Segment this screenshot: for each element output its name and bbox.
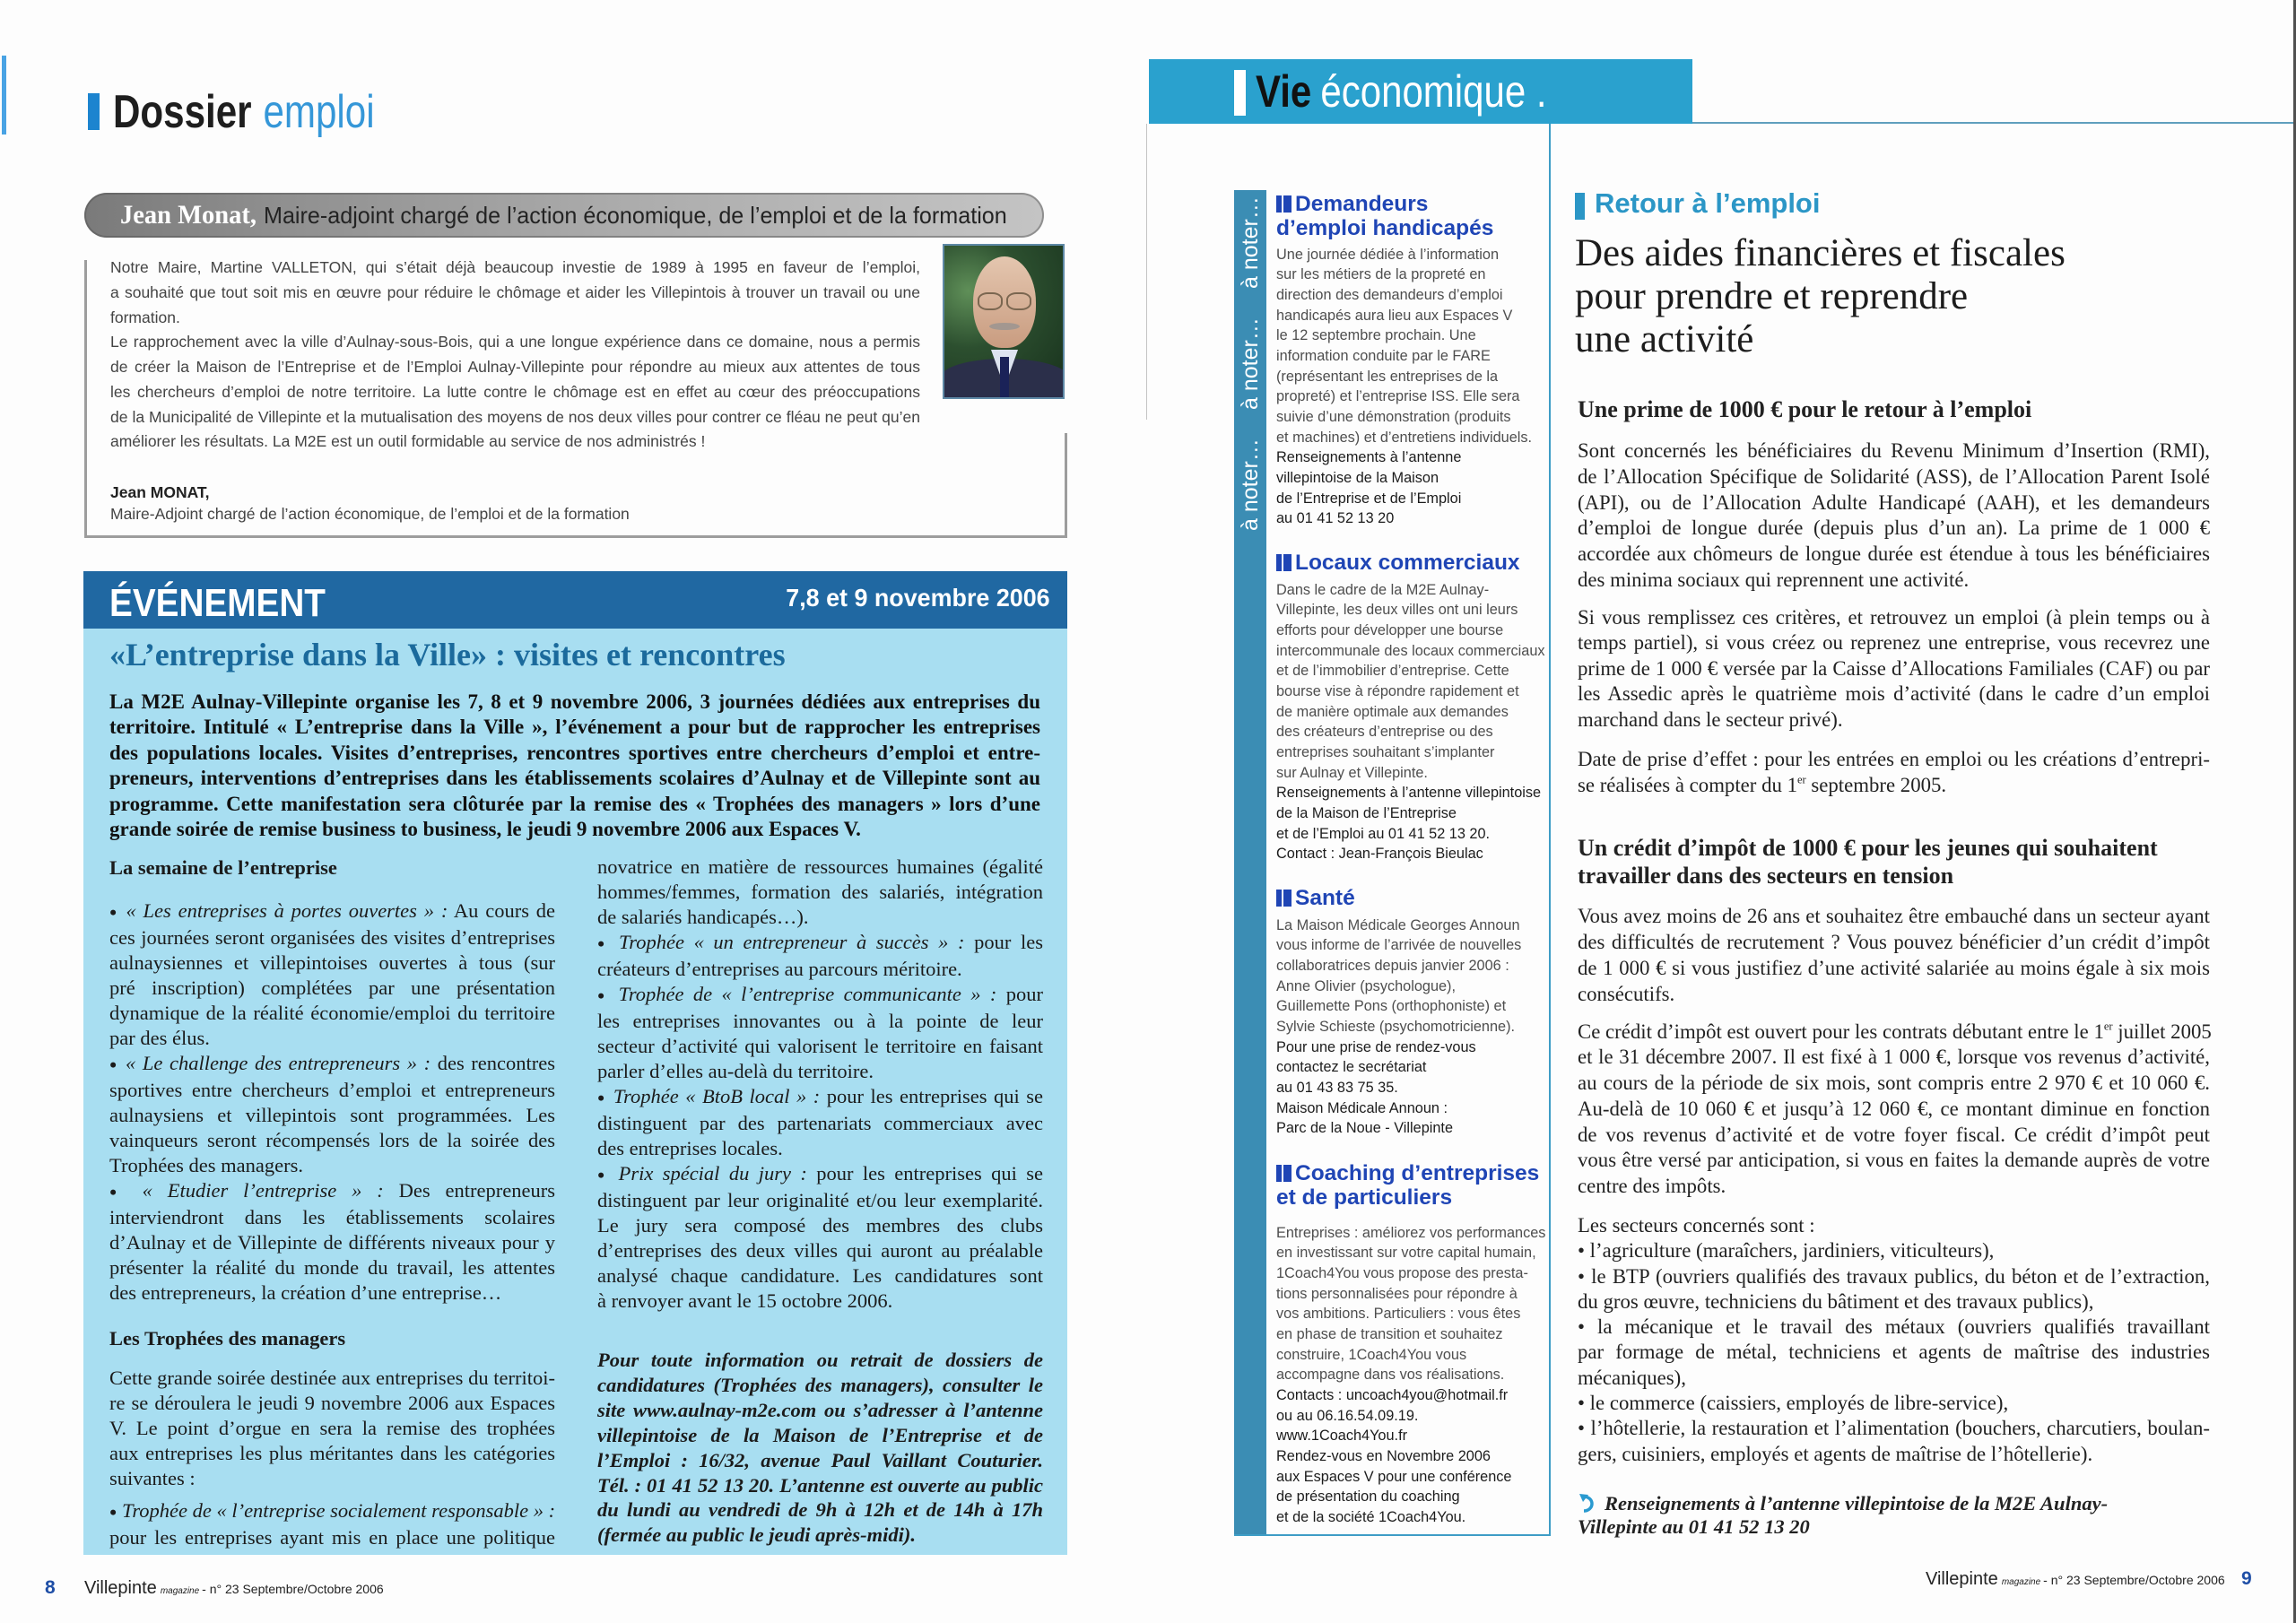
sidebar-item-contact <box>1276 1385 1545 1528</box>
vertical-label-text: à noter… <box>1238 317 1263 411</box>
text-run: pour les entreprises qui se <box>806 1161 1043 1185</box>
trophies-intro <box>109 1366 555 1491</box>
text-line: les chercheurs d’emploi de notre territoire. La lutte contre le chômage est en effet au cœur des préoccupations <box>110 382 920 401</box>
text-line: marchand dans le secteur privé). <box>1578 707 1843 731</box>
text-line: présenter la réalité du monde du travail, les attentes <box>109 1255 555 1279</box>
text-line: améliorer les résultats. La M2E est un outil formidable au service de nos administrés ! <box>110 432 706 451</box>
heading-text: Coaching d’entreprises <box>1295 1161 1540 1185</box>
signature-name: Jean MONAT, <box>110 483 210 501</box>
text-line: information conduite par le FARE <box>1276 347 1491 364</box>
text-line: l’Emploi : 16/32, avenue Paul Vaillant Couturier. <box>597 1448 1043 1471</box>
article-paragraph <box>1578 1020 2210 1201</box>
trophies-list <box>597 855 1043 1314</box>
text-line: centre des impôts. <box>1578 1175 1726 1198</box>
text-line: des créateurs d’entreprise ou des <box>1276 724 1493 741</box>
text-line: villepintoise de la Maison de l’Entreprise et de <box>597 1423 1043 1446</box>
text-line: 1Coach4You vous propose des presta- <box>1276 1265 1528 1281</box>
column-divider <box>1549 124 1551 1536</box>
text-line: (fermée au public le jeudi après-midi). <box>597 1523 916 1547</box>
editorial-box-border <box>1065 433 1067 538</box>
text-line: collaboratrices depuis janvier 2006 : <box>1276 958 1509 974</box>
text-line: www.1Coach4You.fr <box>1276 1428 1408 1445</box>
text-line: de 1 000 € si vous justifiez d’une activité salariée au moins égale à six mois <box>1578 957 2210 980</box>
text-line: le 12 septembre prochain. Une <box>1276 327 1476 344</box>
article-paragraph <box>1578 903 2210 1008</box>
superscript: er <box>2103 1020 2113 1033</box>
section-marker-icon <box>88 93 100 130</box>
sidebar-item-text <box>1276 916 1521 1139</box>
text-line: des minima sociaux qui reprennent une activité. <box>1578 568 1970 591</box>
text-line: analysé chaque candidature. Les candidatures sont <box>597 1263 1043 1287</box>
text-run: pour les <box>964 930 1043 953</box>
text-line: des entrepreneurs, la création d’une entreprise… <box>109 1280 502 1304</box>
page-footer <box>84 1577 384 1602</box>
curved-arrow-icon <box>1578 1492 1601 1514</box>
heading-line <box>1276 1161 1539 1185</box>
text-line: secteur d’activité qui valorisent le territoire en faisant <box>597 1035 1043 1057</box>
text-line: grande soirée de remise business to business, le jeudi 9 novembre 2006 aux Espaces V. <box>109 818 861 841</box>
text-line: parler d’elles au-delà du territoire. <box>597 1059 874 1082</box>
section-marker-icon <box>1234 70 1246 116</box>
text-run: juillet 2005 <box>2112 1020 2212 1043</box>
text-line: d’emploi de longue durée (depuis plus d’un an). La prime de 1 000 € <box>1578 516 2210 540</box>
text-line: Tél. : 01 41 52 13 20. L’antenne est ouverte au public <box>597 1473 1043 1497</box>
text-line: Dans le cadre de la M2E Aulnay- <box>1276 581 1490 598</box>
text-line: vos ambitions. Particuliers : vous êtes <box>1276 1306 1521 1323</box>
text-line <box>597 1084 1043 1111</box>
text-line: vainqueurs seront récompensés lors de la soirée des <box>109 1128 555 1151</box>
text-line: Sylvie Schieste (psychomotricienne). <box>1276 1018 1516 1035</box>
text-line: Au-delà de 10 060 € et jusqu’à 12 060 €, ce montant diminue en fonction <box>1578 1097 2210 1120</box>
text-line: consécutifs. <box>1578 983 1675 1006</box>
text-line: direction des demandeurs d’emploi <box>1276 287 1503 303</box>
text-line: travailler dans des secteurs en tension <box>1578 862 1954 889</box>
note-text: Renseignements à l’antenne villepintoise de la M2E Aulnay- <box>1605 1492 2109 1515</box>
text-line: Contacts : uncoach4you@hotmail.fr <box>1276 1386 1509 1403</box>
text-line: Trophées des managers. <box>109 1153 304 1176</box>
sidebar-item-body <box>1276 245 1532 448</box>
text-line: Les secteurs concernés sont : <box>1578 1214 1815 1237</box>
text-line <box>597 930 1043 957</box>
sidebar-heading <box>1276 1161 1539 1210</box>
sidebar-item-body <box>1276 1223 1545 1385</box>
text-line: du gros œuvre, techniciens du bâtiment et des travaux publics), <box>1578 1289 2094 1313</box>
text-line: de vos revenus d’activité et de votre foyer fiscal. Ce crédit d’impôt peut <box>1578 1123 2210 1146</box>
text-line: Une journée dédiée à l’information <box>1276 246 1499 263</box>
text-line: accordée aux chômeurs de longue durée est étendue à tous les bénéficiaires <box>1578 542 2210 566</box>
note-line <box>1578 1492 2108 1515</box>
text-line: Sont concernés les bénéficiaires du Revenu Minimum d’Insertion (RMI), <box>1578 439 2210 462</box>
text-line: créateurs d’entreprises au parcours méritoire. <box>597 957 962 980</box>
bullet-icon: ● <box>109 906 119 920</box>
text-line: accompagne dans vos réalisations. <box>1276 1367 1505 1384</box>
text-line: novatrice en matière de ressources humaines (égalité <box>597 855 1043 878</box>
bullet-icon: ● <box>109 1058 119 1072</box>
text-line <box>597 1161 1043 1188</box>
text-line: et de la société 1Coach4You. <box>1276 1508 1466 1525</box>
note-line <box>1578 1515 2108 1539</box>
sidebar-heading <box>1276 551 1520 575</box>
superscript: er <box>1796 773 1806 786</box>
sidebar-item-contact <box>1276 1037 1521 1139</box>
text-run: Ce crédit d’impôt est ouvert pour les contrats débutant entre le 1 <box>1578 1020 2104 1043</box>
issue-info: - n° 23 Septembre/Octobre 2006 <box>2043 1573 2225 1587</box>
banner-role: Maire-adjoint chargé de l’action économique, de l’emploi et de la formation <box>264 202 1007 229</box>
text-line: ces journées seront organisées des visites d’entreprises <box>109 926 555 950</box>
text-line <box>109 1051 555 1078</box>
page-edge-mark <box>2 56 6 135</box>
bullet-icon: ● <box>597 937 610 951</box>
heading-line <box>1276 216 1493 240</box>
text-line: sur Aulnay et Villepinte. <box>1276 764 1428 781</box>
sidebar-item-text <box>1276 1223 1545 1528</box>
sidebar-vertical-label <box>1234 190 1266 531</box>
text-line: interviendront dans les établissements scolaires <box>109 1205 555 1228</box>
text-line: les entreprises innovantes ou à la pointe de leur <box>597 1010 1043 1033</box>
text-run: septembre 2005. <box>1805 774 1947 796</box>
section-title-light: emploi <box>263 86 375 138</box>
text-line: • la mécanique et le travail des métaux (ouvriers qualifiés travaillant <box>1578 1315 2210 1339</box>
heading-line <box>1276 192 1493 216</box>
text-line: de l’Allocation Spécifique de Solidarité (ASS), de l’Allocation Parent Isolé <box>1578 464 2210 488</box>
heading-text: et de particuliers <box>1276 1185 1453 1210</box>
text-line: • l’agriculture (maraîchers, jardiniers, viticulteurs), <box>1578 1239 1995 1263</box>
text-line: pour les entreprises ayant mis en place une politique <box>109 1526 555 1549</box>
page-fold-line <box>1146 124 1147 420</box>
signature-role: Maire-Adjoint chargé de l’action économique, de l’emploi et de la formation <box>110 505 630 523</box>
text-line: et le 31 décembre 2007. Il est fixé à 1 000 €, lorsque vos revenus d’activité, <box>1578 1046 2210 1069</box>
heading-line <box>1276 551 1520 575</box>
heading-text: d’emploi handicapés <box>1276 216 1494 240</box>
text-line: construire, 1Coach4You vous <box>1276 1346 1467 1363</box>
text-line: Anne Olivier (psychologue), <box>1276 977 1456 994</box>
text-line: (API), ou de l’Allocation Adulte Handicapé (AAH), et les demandeurs <box>1578 490 2210 514</box>
sidebar-item-contact <box>1276 783 1545 864</box>
text-line: sur les métiers de la propreté en <box>1276 266 1486 283</box>
text-line: a souhaité que tout soit mis en œuvre pour réduire le chômage et aider les Villepintois à trouver un travail ou une <box>110 282 920 301</box>
text-line: au 01 41 52 13 20 <box>1276 510 1395 527</box>
text-line: Guillemette Pons (orthophoniste) et <box>1276 998 1507 1015</box>
text-line: Villepinte, les deux villes ont uni leurs <box>1276 602 1518 619</box>
text-line: villepintoise de la Maison <box>1276 469 1439 486</box>
italic-run: Trophée « BtoB local » : <box>606 1084 821 1107</box>
week-heading: La semaine de l’entreprise <box>109 856 337 879</box>
text-line: de manière optimale aux demandes <box>1276 703 1509 720</box>
text-line: ou au 06.16.54.09.19. <box>1276 1407 1419 1424</box>
text-line: preneurs, interventions d’entreprises dans les établissements scolaires d’Aulnay et de Villepinte sont au <box>109 767 1040 790</box>
text-line: site www.aulnay-m2e.com ou s’adresser à l’antenne <box>597 1398 1043 1421</box>
article-paragraph <box>1578 746 2210 798</box>
article-paragraph <box>1578 438 2210 594</box>
sidebar-heading <box>1276 192 1493 240</box>
text-line: Le rapprochement avec la ville d’Aulnay-sous-Bois, qui a une longue expérience dans ce domaine, nous a permis <box>110 333 920 352</box>
bullet-icon: ● <box>597 989 610 1003</box>
italic-run: Trophée de « l’entreprise socialement responsable » : <box>117 1499 556 1522</box>
text-line <box>1578 1020 2210 1046</box>
text-line: Contact : Jean-François Bieulac <box>1276 846 1483 863</box>
issue-info: - n° 23 Septembre/Octobre 2006 <box>202 1582 384 1596</box>
article-headline <box>1575 232 2066 361</box>
text-line: Pour toute information ou retrait de dossiers de <box>597 1349 1043 1371</box>
interview-banner <box>84 193 1044 238</box>
sidebar-item-text <box>1276 245 1532 529</box>
text-line: et de l’Emploi au 01 41 52 13 20. <box>1276 825 1491 842</box>
trophies-heading: Les Trophées des managers <box>109 1327 346 1350</box>
heading-text: Demandeurs <box>1295 192 1429 216</box>
text-line: aux entreprises les plus méritantes dans les catégories <box>109 1441 555 1464</box>
text-line <box>109 1498 555 1525</box>
bullet-icon: ● <box>597 1091 607 1106</box>
italic-run: Trophée de « l’entreprise communicante » : <box>609 982 997 1005</box>
text-line: Renseignements à l’antenne <box>1276 449 1462 466</box>
text-line: tions personnalisées pour répondre à <box>1276 1285 1518 1302</box>
page-number: 8 <box>45 1577 56 1598</box>
text-line: aulnaysiens et villepintois sont programmées. Les <box>109 1103 555 1126</box>
text-line: pré inscription) complétées par une présentation <box>109 976 555 1000</box>
text-line: Date de prise d’effet : pour les entrées en emploi ou les créations d’entrepri- <box>1578 748 2210 770</box>
section-bar-icon <box>1276 890 1292 907</box>
section-bar-icon <box>1276 554 1292 571</box>
banner-name: Jean Monat, <box>120 200 257 230</box>
text-line: • le commerce (caissiers, employés de libre-service), <box>1578 1392 2009 1415</box>
magazine-word: magazine <box>160 1586 200 1596</box>
text-line: vous informe de l’arrivée de nouvelles <box>1276 937 1522 954</box>
magazine-word: magazine <box>2001 1577 2041 1587</box>
page-footer <box>1926 1568 2225 1593</box>
section-bar-icon <box>1276 1165 1292 1182</box>
text-run: pour <box>996 982 1044 1005</box>
text-line: entreprises souhaitant s’implanter <box>1276 743 1495 760</box>
text-line: de la Maison de l’Entreprise <box>1276 804 1457 821</box>
event-dates: 7,8 et 9 novembre 2006 <box>786 584 1050 612</box>
section-title <box>1256 59 1547 124</box>
text-line: au cours de la période de six mois, sont compris entre 2 970 € et 10 060 €. <box>1578 1072 2210 1095</box>
text-line: handicapés aura lieu aux Espaces V <box>1276 307 1513 324</box>
text-line: V. Le point d’orgue en sera la remise des trophées <box>109 1416 555 1439</box>
italic-run: « Le challenge des entrepreneurs » : <box>118 1051 431 1074</box>
text-line: Cette grande soirée destinée aux entreprises du territoi- <box>109 1367 555 1389</box>
text-line: Entreprises : améliorez vos performances <box>1276 1224 1546 1241</box>
bullet-icon: ● <box>109 1506 117 1520</box>
text-line: des entreprises locales. <box>597 1136 783 1159</box>
text-run: pour les entreprises qui se <box>820 1084 1044 1107</box>
text-line: • l’hôtellerie, la restauration et l’alimentation (bouchers, charcutiers, boulan- <box>1578 1417 2210 1440</box>
text-line: vous être versé par anticipation, si vous en faites la demande auprès de votre <box>1578 1149 2210 1172</box>
portrait-mustache <box>989 323 1020 330</box>
magazine-name: Villepinte <box>1926 1569 1998 1589</box>
text-line: Rendez-vous en Novembre 2006 <box>1276 1447 1491 1464</box>
text-line: La M2E Aulnay-Villepinte organise les 7, 8 et 9 novembre 2006, 3 journées dédiées aux entreprises du <box>109 690 1040 713</box>
text-line <box>1578 772 2210 798</box>
text-line: par formage de métal, techniciens et agents de maîtrise des industries <box>1578 1341 2210 1364</box>
text-line: sportives entre chercheurs d’emploi et entrepreneurs <box>109 1079 555 1101</box>
text-line: Maison Médicale Announ : <box>1276 1099 1448 1116</box>
article-subhead: Une prime de 1000 € pour le retour à l’emploi <box>1578 396 2032 422</box>
text-line: dynamique de la réalité économie/emploi du territoire <box>109 1001 555 1024</box>
text-line: de l’Entreprise et de l’Emploi <box>1276 490 1462 507</box>
sectors-list <box>1578 1213 2210 1467</box>
text-line: formation. <box>110 308 180 326</box>
note-text: Villepinte au 01 41 52 13 20 <box>1578 1515 1810 1538</box>
article-paragraph <box>1578 605 2210 733</box>
italic-run: Trophée « un entrepreneur à succès » : <box>609 930 965 953</box>
text-run: Au cours de <box>448 899 556 922</box>
text-line: Des aides financières et fiscales <box>1575 231 2066 274</box>
section-title-bold: Vie <box>1256 66 1312 117</box>
bullet-icon: ● <box>597 1168 610 1183</box>
heading-line <box>1276 1185 1539 1210</box>
header-rule <box>1692 122 2293 124</box>
text-line: des populations locales. Visites d’entreprises, rencontres sportives entre chercheurs d’emploi et entre- <box>109 741 1040 764</box>
text-line: efforts pour développer une bourse <box>1276 622 1504 638</box>
text-line: d’entreprises des deux villes qui auront au préalable <box>597 1238 1043 1262</box>
text-line: aux Espaces V pour une conférence <box>1276 1468 1512 1485</box>
text-line: Pour une prise de rendez-vous <box>1276 1038 1476 1055</box>
sidebar-item-contact <box>1276 447 1532 529</box>
text-line: des difficultés de recrutement ? Vous pouvez bénéficier d’un crédit d’impôt <box>1578 930 2210 953</box>
text-line: par des élus. <box>109 1026 210 1049</box>
article-subhead <box>1578 834 2158 890</box>
section-title-light: économique . <box>1320 66 1547 117</box>
text-line: programme. Cette manifestation sera clôturée par la remise des « Trophées des managers » lors d’une <box>109 792 1040 815</box>
text-line: et de l’immobilier d’entreprise. Cette <box>1276 663 1509 680</box>
heading-text: Santé <box>1295 886 1355 910</box>
event-label: ÉVÉNEMENT <box>109 581 326 625</box>
sidebar-item-body <box>1276 580 1545 784</box>
text-line: suivie d’une démonstration (produits <box>1276 408 1511 425</box>
portrait-photo <box>943 244 1065 399</box>
portrait-glasses-right <box>1006 292 1031 310</box>
text-line: au 01 43 83 75 35. <box>1276 1079 1398 1096</box>
text-line: distinguent par leur originalité et/ou leur exemplarité. <box>597 1189 1043 1212</box>
text-line: pour prendre et reprendre <box>1575 274 1969 317</box>
text-line: à renvoyer avant le 15 octobre 2006. <box>597 1289 893 1312</box>
text-line: en phase de transition et souhaitez <box>1276 1325 1503 1342</box>
kicker-marker-icon <box>1575 193 1585 220</box>
bullet-icon: ● <box>109 1185 127 1199</box>
heading-line <box>1276 886 1355 910</box>
magazine-name: Villepinte <box>84 1578 157 1598</box>
text-line: Notre Maire, Martine VALLETON, qui s’était déjà beaucoup investie de 1989 à 1995 en faveur de l’emploi, <box>110 258 920 276</box>
text-line <box>109 898 555 925</box>
text-line: contactez le secrétariat <box>1276 1059 1427 1076</box>
sidebar-bottom-border <box>1234 1534 1551 1536</box>
text-line: La Maison Médicale Georges Announ <box>1276 916 1520 933</box>
section-title <box>113 85 375 139</box>
text-line: Le jury sera composé des membres des clubs <box>597 1214 1043 1237</box>
section-bar-icon <box>1276 195 1292 213</box>
text-line: suivantes : <box>109 1466 196 1489</box>
text-line: territoire. Intitulé « L’entreprise dans la Ville », l’événement a pour but de rapprocher les entreprises <box>109 716 1040 739</box>
text-line: de créer la Maison de l’Entreprise et de l’Emploi Aulnay-Villepinte pour répondre au mieux aux attentes de tous <box>110 358 920 376</box>
text-line: • le BTP (ouvriers qualifiés des travaux publics, du béton et de l’extraction, <box>1578 1264 2210 1288</box>
trophies-first-item <box>109 1498 555 1550</box>
event-info <box>597 1348 1043 1548</box>
text-line: en investissant sur votre capital humain, <box>1276 1245 1536 1262</box>
text-line: Si vous remplissez ces critères, et retrouvez un emploi (à plein temps ou à <box>1578 606 2210 629</box>
editorial-text <box>110 256 920 455</box>
week-items <box>109 898 555 1305</box>
event-title: «L’entreprise dans la Ville» : visites et rencontres <box>109 637 786 673</box>
vertical-label-text: à noter… <box>1238 196 1263 290</box>
text-line: aulnaysiennes et villepintoises ouvertes à tous (sur <box>109 951 555 975</box>
text-line: (représentant les entreprises de la <box>1276 368 1499 385</box>
text-line: bourse vise à répondre rapidement et <box>1276 682 1519 699</box>
text-line: hommes/femmes, formation des salariés, intégration <box>597 880 1043 903</box>
text-line: les Assedic après le quatrième mois d’activité (dans le cadre d’un emploi <box>1578 682 2210 706</box>
text-line: Un crédit d’impôt de 1000 € pour les jeunes qui souhaitent <box>1578 834 2158 861</box>
text-line: Vous avez moins de 26 ans et souhaitez être embauché dans un secteur ayant <box>1578 904 2210 927</box>
sidebar-heading <box>1276 886 1355 910</box>
text-line: propreté) et l’entreprise ISS. Elle sera <box>1276 388 1520 405</box>
portrait-tie <box>1000 357 1009 399</box>
text-line: de la Municipalité de Villepinte et la mutualisation des moyens de nos deux villes pour contrer ce fléau ne peut qu’en <box>110 407 920 426</box>
sidebar-item-text <box>1276 580 1545 864</box>
italic-run: Prix spécial du jury : <box>609 1161 807 1185</box>
text-line: d’Aulnay et de Villepinte de différents niveaux pour y <box>109 1230 555 1254</box>
text-line <box>597 982 1043 1009</box>
text-line: prime de 1 000 € versée par la Caisse d’Allocations Familiales (CAF) ou par <box>1578 656 2210 680</box>
text-run: Des entrepreneurs <box>383 1178 555 1202</box>
page-number: 9 <box>2241 1568 2252 1589</box>
section-title-bold: Dossier <box>113 86 252 138</box>
italic-run: « Les entreprises à portes ouvertes » : <box>118 899 448 922</box>
heading-text: Locaux commerciaux <box>1295 551 1520 575</box>
article-kicker: Retour à l’emploi <box>1595 187 1821 219</box>
text-line: candidatures (Trophées des managers), consulter le <box>597 1373 1043 1396</box>
text-line: du lundi au vendredi de 9h à 12h et de 14h à 17h <box>597 1498 1043 1522</box>
text-run: se réalisées à compter du 1 <box>1578 774 1797 796</box>
portrait-glasses-left <box>978 292 1003 310</box>
text-line: de présentation du coaching <box>1276 1488 1460 1506</box>
italic-run: « Etudier l’entreprise » : <box>126 1178 384 1202</box>
text-run: des rencontres <box>430 1051 556 1074</box>
info-note <box>1578 1492 2108 1539</box>
sidebar-item-body <box>1276 916 1521 1037</box>
text-line: gers, cuisiniers, employés et agents de maîtrise de l’hôtellerie). <box>1578 1442 2093 1465</box>
vertical-label-text: à noter… <box>1238 438 1263 531</box>
text-line: et machines) et d’entretiens individuels. <box>1276 429 1533 446</box>
text-line: intercommunale des locaux commerciaux <box>1276 642 1545 659</box>
text-line: Parc de la Noue - Villepinte <box>1276 1120 1453 1137</box>
text-line: mécaniques), <box>1578 1366 1686 1389</box>
text-line: Renseignements à l’antenne villepintoise <box>1276 785 1542 802</box>
event-intro <box>109 690 1040 842</box>
text-line: distinguent par des partenariats commerciaux avec <box>597 1112 1043 1135</box>
text-line: une activité <box>1575 317 1754 360</box>
text-line: de salariés handicapés…). <box>597 905 809 928</box>
text-line <box>109 1178 555 1205</box>
text-line: re se déroulera le jeudi 9 novembre 2006 aux Espaces <box>109 1391 555 1414</box>
text-line: temps partiel), si vous créez ou reprenez une entreprise, vous recevrez une <box>1578 631 2210 655</box>
